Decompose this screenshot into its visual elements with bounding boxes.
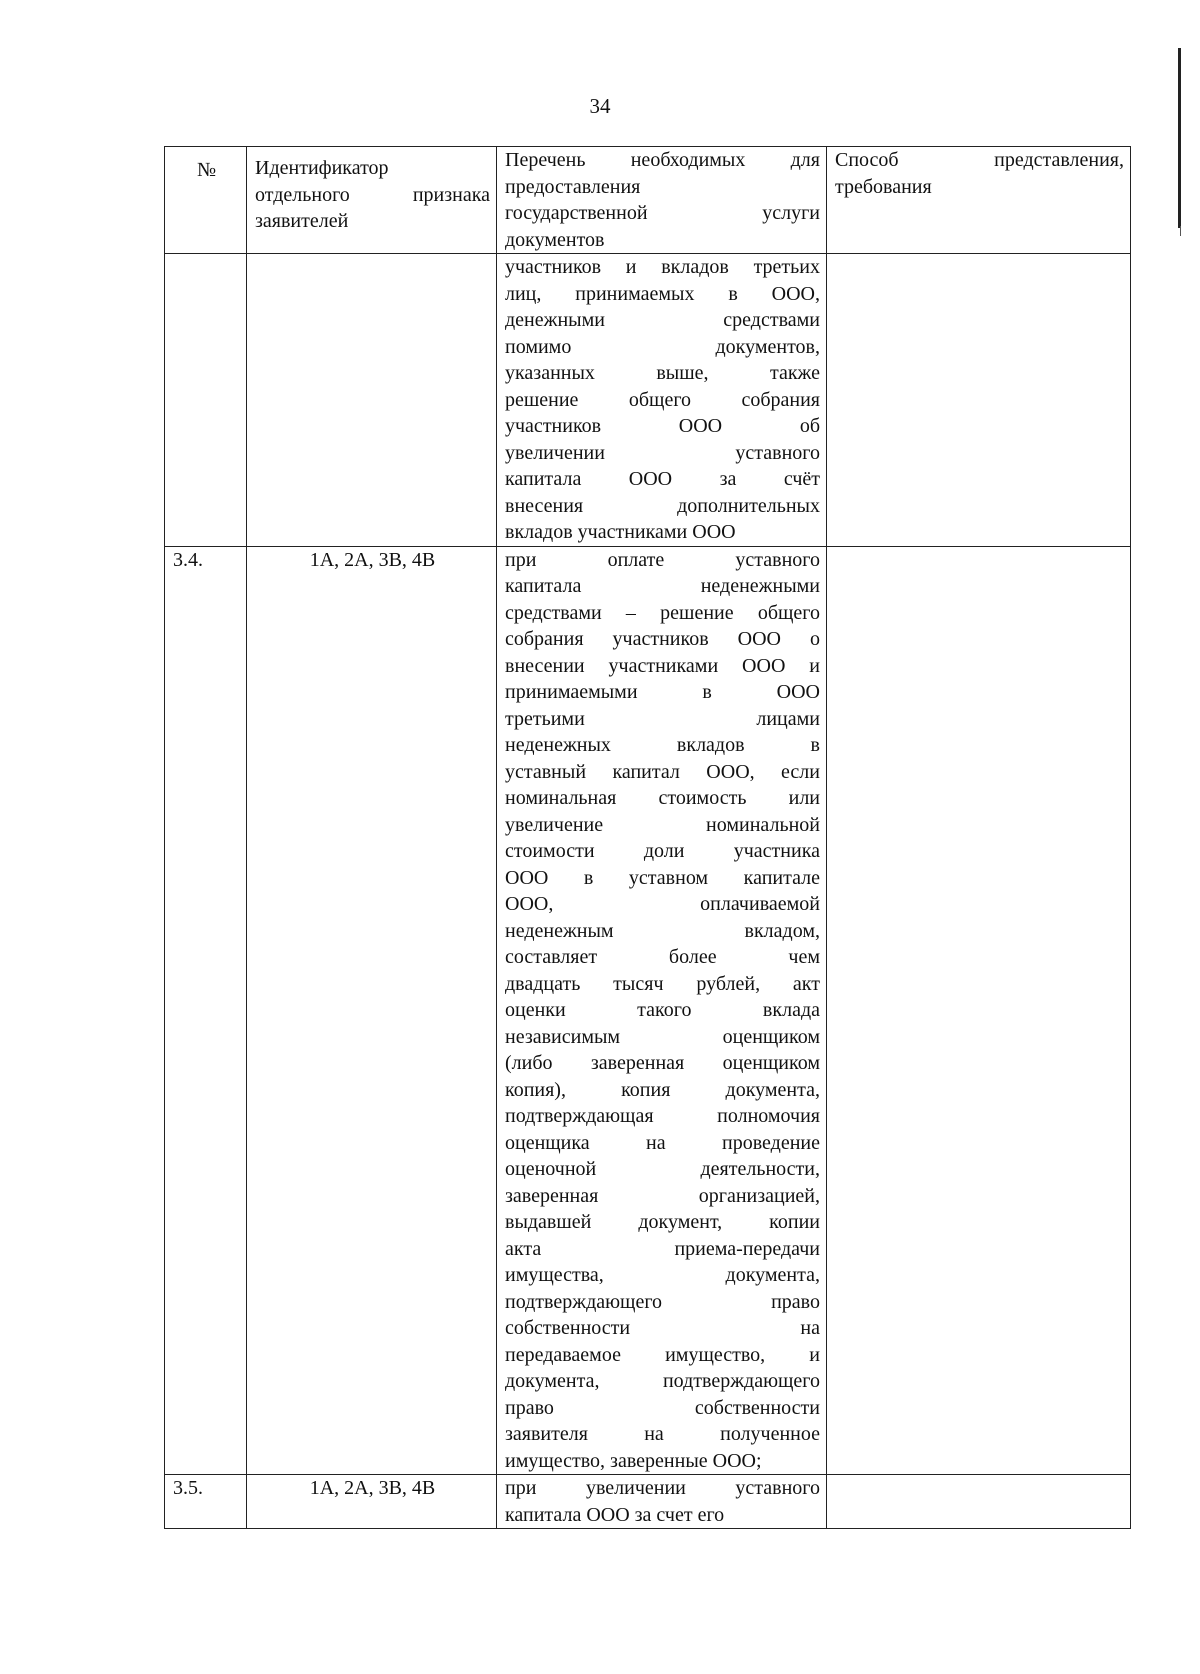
table-row [165, 1475, 1131, 1529]
margin-scan-mark-tail [1180, 226, 1181, 236]
document-text-line: стоимости доли участника [505, 840, 820, 862]
document-text-line: при увеличении уставного [505, 1477, 820, 1499]
document-text-line: заявителя на полученное [505, 1423, 820, 1445]
header-documents-line: документов [505, 228, 605, 251]
document-text-line: выдавшей документ, копии [505, 1211, 820, 1233]
document-text-line: ООО в уставном капитале [505, 866, 820, 889]
header-documents-line: предоставления [505, 175, 641, 198]
row-method [827, 254, 1131, 547]
header-method [827, 147, 1131, 254]
header-documents-line: Перечень необходимых для [505, 149, 820, 171]
document-text-line: средствами – решение общего [505, 601, 820, 624]
row-documents [497, 254, 827, 547]
header-documents-line: государственной услуги [505, 202, 820, 224]
document-text-line: (либо заверенная оценщиком [505, 1052, 820, 1074]
document-text-line: третьими лицами [505, 707, 820, 730]
document-text-line: оценки такого вклада [505, 999, 820, 1021]
document-text-line: подтверждающего право [505, 1290, 820, 1313]
header-documents [497, 147, 827, 254]
row-num: 3.5. [165, 1475, 247, 1529]
header-identifier-line: заявителей [255, 210, 349, 232]
document-text-line: лиц, принимаемых в ООО, [505, 282, 820, 305]
table-header-row [165, 147, 1131, 254]
header-identifier-line: отдельного признака [255, 183, 490, 206]
document-text-line: оценочной деятельности, [505, 1158, 820, 1180]
document-text-line: право собственности [505, 1396, 820, 1419]
row-identifier [247, 254, 497, 547]
header-num: № [165, 147, 247, 254]
document-text-line: заверенная организацией, [505, 1184, 820, 1207]
document-text-line: подтверждающая полномочия [505, 1105, 820, 1127]
row-num [165, 254, 247, 547]
document-text-line: акта приема-передачи [505, 1237, 820, 1260]
header-method-line: требования [835, 175, 932, 198]
document-text-line: вкладов участниками ООО [505, 521, 736, 543]
document-text-line: увеличении уставного [505, 441, 820, 464]
row-documents [497, 1475, 827, 1529]
document-text-line: принимаемыми в ООО [505, 681, 820, 703]
document-text-line: передаваемое имущество, и [505, 1343, 820, 1366]
document-text-line: номинальная стоимость или [505, 787, 820, 809]
document-text-line: внесения дополнительных [505, 494, 820, 517]
row-num: 3.4. [165, 546, 247, 1475]
document-text-line: при оплате уставного [505, 548, 820, 571]
document-text-line: документа, подтверждающего [505, 1370, 820, 1392]
document-text-line: капитала неденежными [505, 575, 820, 597]
document-text-line: участников и вкладов третьих [505, 256, 820, 278]
header-method-line: Способ представления, [835, 149, 1124, 171]
row-method [827, 546, 1131, 1475]
document-text-line: собрания участников ООО о [505, 628, 820, 650]
document-text-line: помимо документов, [505, 335, 820, 358]
document-text-line: внесении участниками ООО и [505, 654, 820, 677]
document-text-line: указанных выше, также [505, 362, 820, 384]
document-text-line: неденежных вкладов в [505, 734, 820, 756]
document-text-line: уставный капитал ООО, если [505, 760, 820, 783]
header-identifier-line: Идентификатор [255, 157, 389, 179]
document-text-line: независимым оценщиком [505, 1025, 820, 1048]
header-identifier [247, 147, 497, 254]
document-text-line: имущества, документа, [505, 1264, 820, 1286]
document-text-line: собственности на [505, 1317, 820, 1339]
row-identifier: 1А, 2А, 3В, 4В [247, 1475, 497, 1529]
row-documents [497, 546, 827, 1475]
document-text-line: копия), копия документа, [505, 1078, 820, 1101]
documents-table [164, 146, 1131, 1529]
document-text-line: составляет более чем [505, 946, 820, 968]
document-text-line: увеличение номинальной [505, 813, 820, 836]
document-text-line: капитала ООО за счёт [505, 468, 820, 490]
document-text-line: имущество, заверенные ООО; [505, 1449, 762, 1472]
row-method [827, 1475, 1131, 1529]
document-text-line: решение общего собрания [505, 388, 820, 411]
table-row [165, 546, 1131, 1475]
row-identifier: 1А, 2А, 3В, 4В [247, 546, 497, 1475]
document-text-line: двадцать тысяч рублей, акт [505, 972, 820, 995]
document-text-line: денежными средствами [505, 309, 820, 331]
table-row [165, 254, 1131, 547]
document-text-line: капитала ООО за счет его [505, 1503, 725, 1526]
page-number: 34 [589, 94, 611, 118]
document-text-line: неденежным вкладом, [505, 919, 820, 942]
document-text-line: оценщика на проведение [505, 1131, 820, 1154]
document-text-line: ООО, оплачиваемой [505, 893, 820, 915]
document-text-line: участников ООО об [505, 415, 820, 437]
margin-scan-mark [1178, 48, 1181, 228]
